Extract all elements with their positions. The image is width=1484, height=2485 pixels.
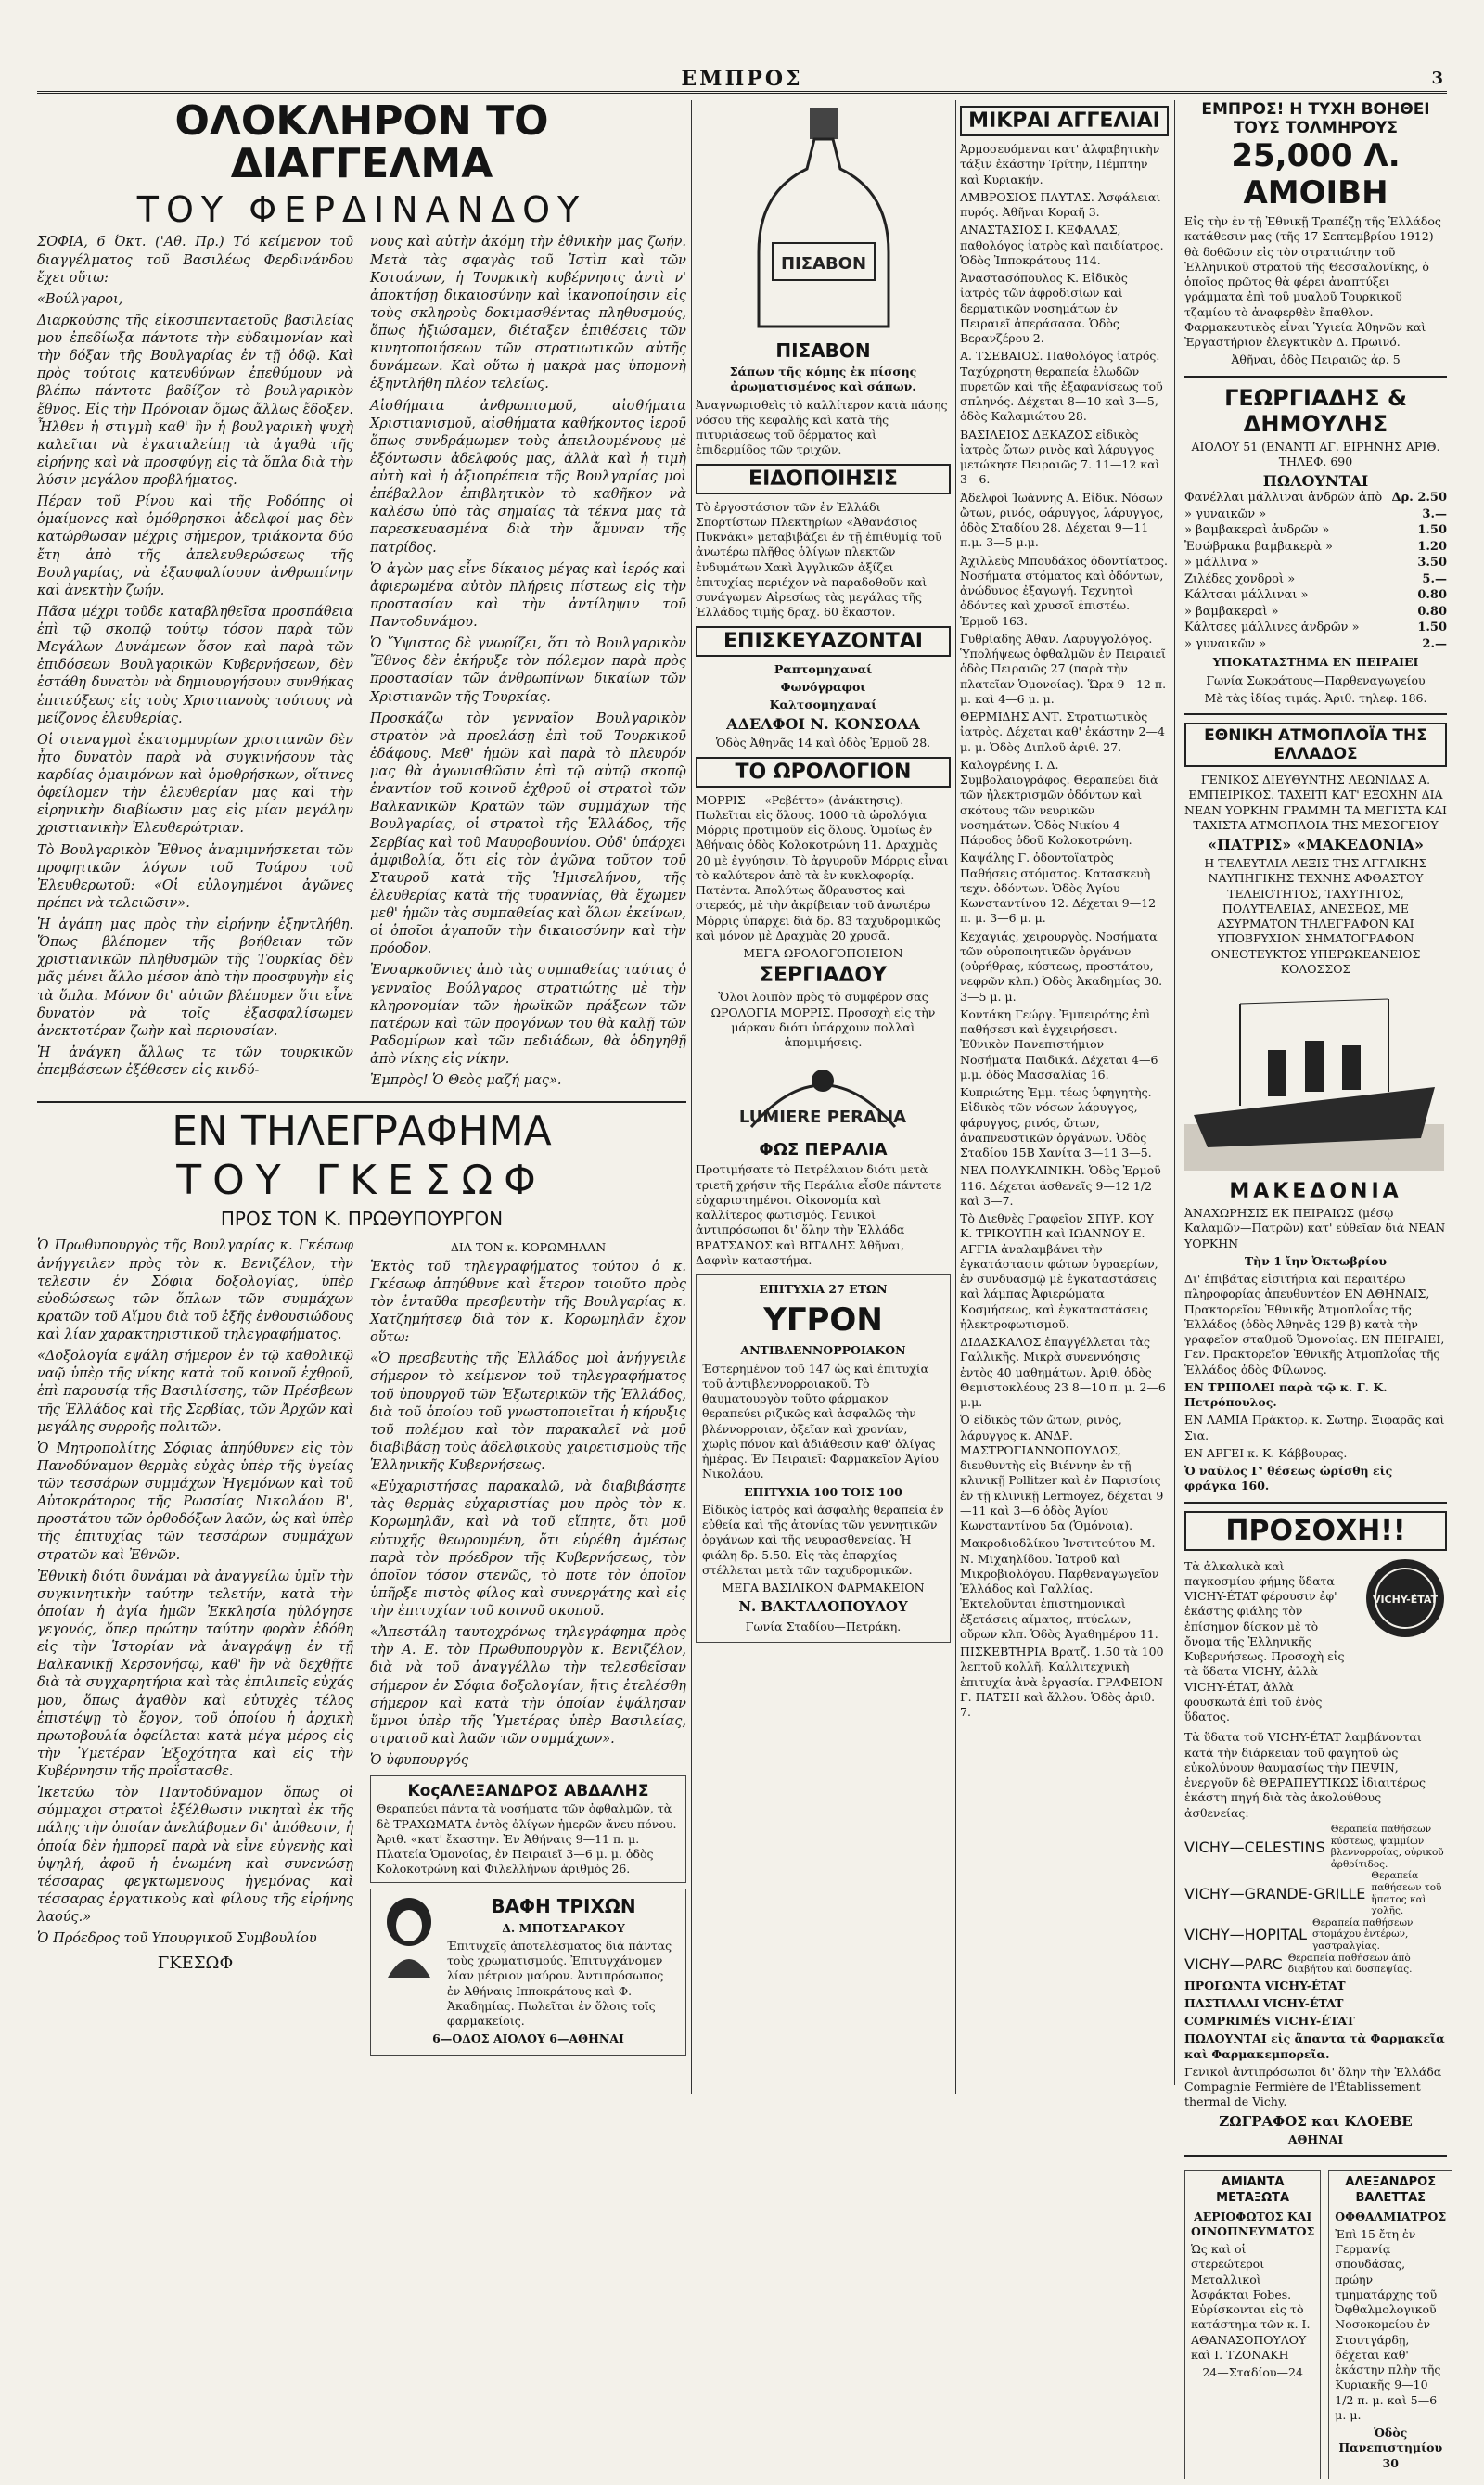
spring-list: [1184, 1824, 1447, 1976]
paragraph: «Ἀπεστάλη ταυτοχρόνως τηλεγράφημα πρὸς τὴν Α. Ε. τὸν Πρωθυπουργὸν κ. Βενιζέλον, διὰ νὰ τοῦ ἀναγγέλλω τὴν τελεσθεῖσαν σήμερον ἐν Σόφια δοξολογίαν, ἥτις ἐτελέσθη σήμερον καὶ κατὰ τὴν ὁποίαν ἐψάλησαν ὕμνοι ὑπὲρ τῆς Ὑμετέρας ὑπὲρ Βασιλείας, στρατοῦ καὶ λαῶν τῶν συμμάχων».: [370, 1625, 686, 1747]
spring-note: Θεραπεία παθήσεων στομάχου ἐντέρων, γαστραλγίας.: [1312, 1916, 1414, 1952]
section-title: ΕΠΙΣΚΕΥΑΖΟΝΤΑΙ: [696, 626, 951, 657]
ad-subtitle: Δ. ΜΠΟΤΣΑΡΑΚΟΥ: [502, 1920, 625, 1935]
price-item: Ἐσώβρακα βαμβακερὰ »: [1184, 539, 1333, 554]
paragraph: Ἡ ἀγάπη μας πρὸς τὴν εἰρήνην ἐξηντλήθη. Ὅπως βλέπομεν τῆς βοήθειαν τῶν χριστιανικῶν πληθυσμῶν τῆς Τουρκίας δὲν μᾶς μένει ἄλλο μέσον ἀπὸ τὴν προσφυγὴν εἰς τὰ ὅπλα. Μόνον δι' αὐτῶν βλέπομεν ὅτι εἶνε δυνατὸν νὰ τοῖς ἐξασφαλίσωμεν ἀνεκτοτέραν ζωὴν καὶ περιουσίαν.: [37, 917, 353, 1039]
ad-text: Ἐπιτυχεῖς ἀποτελέσματος διὰ πάντας τοὺς χρωματισμούς. Ἐπιτυγχάνομεν λίαν μέτριον μαύρον. Ἀντιπρόσωπος ἐν Ἀθήναις Ιπποκράτους καὶ Φ. Ἀκαδημίας. Πωλεῖται ἐν ὅλοις τοῖς φαρμακείοις.: [447, 1938, 672, 2029]
price-row: [1184, 636, 1447, 653]
ad-subtitle: ΑΝΤΙΒΛΕΝΝΟΡΡΟΙΑΚΟΝ: [740, 1343, 906, 1358]
paragraph: Οἱ στεναγμοὶ ἑκατομμυρίων χριστιανῶν δὲν ἦτο δυνατὸν παρὰ νὰ συγκινήσουν τὰς καρδίας ὁμαιμόνων καὶ ὁμοθρήσκων, οἵτινες ὀφείλομεν τὴν ἐλευθερίαν μας καὶ τὴν εἰρηνικὴν διαβίωσιν μας εἰς μίαν μεγάλην χριστιανικὴν Ἐλευθερώτριαν.: [37, 732, 353, 837]
article-column: [370, 1259, 686, 1771]
ad-ygron: [696, 1274, 951, 1643]
ad-hair-dye: [370, 1889, 686, 2056]
company-address: Γωνία Σταδίου—Πετράκη.: [745, 1619, 902, 1633]
repair-item: Καλτσομηχαναί: [769, 698, 877, 711]
ad-text: ἈΝΑΧΩΡΗΣΙΣ ΕΚ ΠΕΙΡΑΙΩΣ (μέσῳ Καλαμῶν—Πατρῶν) κατ' εὐθεῖαν διὰ ΝΕΑΝ ΥΟΡΚΗΝ: [1184, 1206, 1446, 1250]
paragraph: Τὸ Βουλγαρικὸν Ἔθνος ἀναμιμνήσκεται τῶν προφητικῶν λόγων τοῦ Τσάρου τοῦ Ἐλευθερωτοῦ: «Οἱ εὐλογημένοι ἀγῶνες πρέπει νὰ τελειῶσιν».: [37, 842, 353, 911]
ad-text: ΜΟΡΡΙΣ — «Ρεβέττο» (ἀνάκτησις). Πωλεῖται εἰς ὅλους. 1000 τὰ ὡρολόγια Μόρρις προτιμοῦν εἰς ὅλους. Ὁμοίως ἐν Ἀθήναις ὁδὸς Κολοκοτρώνη 11. Δραχμὰς 20 μὲ ἐγγύησιν. Τὸ ἀργυροῦν Μόρρις εἶναι τὸ καλύτερον ἀπὸ τὰ ἐν κυκλοφορίᾳ. Πατέντα. Ἀπολύτως ἄθραυστος καὶ στερεός, μὲ τὴν ἀκρίβειαν τοῦ ἀνωτέρω Μόρρις ὑπάρχει διὰ δρ. 83 ταχυδρομικῶς καὶ μόνον μὲ Δραχμὰς 20 χρυσᾶ.: [696, 792, 949, 942]
paragraph: ΑΜΒΡΟΣΙΟΣ ΠΑΥΤΑΣ. Ἀσφάλειαι πυρός. Ἀθῆναι Κοραῆ 3.: [960, 189, 1161, 219]
agent-text: ΕΝ ΤΡΙΠΟΛΕΙ παρὰ τῷ κ. Γ. Κ. Πετρόπουλος.: [1184, 1379, 1388, 1410]
departure-date: Τὴν 1 ἴην Ὀκτωβρίου: [1244, 1253, 1388, 1268]
fare-text: Ὁ ναῦλος Γ' θέσεως ὡρίσθη εἰς φράγκα 160.: [1184, 1464, 1393, 1493]
paragraph: Ὁ ὑφυπουργός: [370, 1753, 468, 1769]
ad-title: ΠΙΣΑΒΟΝ: [775, 339, 871, 362]
price-item: » βαμβακεραὶ ἀνδρῶν »: [1184, 523, 1330, 538]
paragraph: ΘΕΡΜΙΔΗΣ ΑΝΤ. Στρατιωτικὸς ἰατρὸς. Δέχεται καθ' ἑκάστην 2—4 μ. μ. Ὁδὸς Διπλοῦ ἀριθ. 27.: [960, 710, 1165, 754]
ad-text: Προτιμήσατε τὸ Πετρέλαιον διότι μετὰ τριετῆ χρήσιν τῆς Περάλια εἶσθε πάντοτε εὐχαριστημένοι. Οἰκονομία καὶ καλλίτερος φωτισμός. Γενικοὶ ἀντιπρόσωποι δι' ὅλην τὴν Ἑλλάδα ΒΡΑΤΣΑΝΟΣ καὶ ΒΙΤΑΛΗΣ Ἀθῆναι, Δαφνὶν καταστήμα.: [696, 1162, 942, 1267]
spring-row: [1184, 1870, 1447, 1916]
sale-heading: ΠΩΛΟΥΝΤΑΙ: [1262, 472, 1369, 490]
ad-text: Τὰ ὕδατα τοῦ VICHY-ÉTAT λαμβάνονται κατὰ τὴν διάρκειαν τοῦ φαγητοῦ ὡς εὐκολύνουν θαυμασίως τὴν ΠΕΨΙΝ, ἐνεργοῦν δὲ ΘΕΡΑΠΕΥΤΙΚΩΣ ἰδιαιτέρως ἑκάστη πηγή διὰ τὰς ἀκολούθους ἀσθενείας:: [1184, 1730, 1426, 1820]
woman-portrait-icon: [377, 1894, 441, 1978]
price-value: 2.—: [1422, 636, 1447, 651]
paragraph: Ἀναστασόπουλος Κ. Εἰδικὸς ἰατρὸς τῶν ἀφροδισίων καὶ δερματικῶν νοσημάτων ἐν Πειραιεῖ ἀπεράσασα. Ὁδὸς Βερανζέρου 2.: [960, 271, 1128, 345]
company-name: ΑΔΕΛΦΟΙ Ν. ΚΟΝΣΟΛΑ: [726, 715, 920, 734]
vichy-seal-icon: [1363, 1556, 1447, 1640]
paragraph: «Βούλγαροι,: [37, 291, 123, 307]
store-address: ΑΙΟΛΟΥ 51 (ΕΝΑΝΤΙ ΑΓ. ΕΙΡΗΝΗΣ ΑΡΙΘ. ΤΗΛΕΦ. 690: [1191, 439, 1440, 468]
ad-subtitle: ΜΕΓΑ ΒΑΣΙΛΙΚΟΝ ΦΑΡΜΑΚΕΙΟΝ: [722, 1581, 925, 1595]
ad-text: Ἀναγνωρισθεὶς τὸ καλλίτερον κατὰ πάσης νόσου τῆς κεφαλῆς καὶ κατὰ τῆς πιτυριάσεως τοῦ δέρματος καὶ ἐπιδερμίδος τῶν τριχῶν.: [696, 397, 948, 457]
ad-title: ΑΛΕΞΑΝΔΡΟΣ ΒΑΛΕΤΤΑΣ: [1345, 2174, 1437, 2205]
vichy-seal-text: VICHY-ÉTAT: [1372, 1593, 1439, 1606]
company-address: Ὁδὸς Ἀθηνᾶς 14 καὶ ὁδὸς Ἑρμοῦ 28.: [715, 736, 931, 750]
ad-subtitle: ΑΕΡΙΟΦΩΤΟΣ ΚΑΙ ΟΙΝΟΠΝΕΥΜΑΤΟΣ: [1191, 2209, 1315, 2238]
article-subheadline: ΠΡΟΣ ΤΟΝ Κ. ΠΡΩΘΥΠΟΥΡΓΟΝ: [220, 1208, 504, 1231]
spring-name: VICHY—GRANDE-GRILLE: [1184, 1885, 1366, 1903]
price-value: 1.50: [1417, 523, 1447, 538]
ad-abdalis: [370, 1775, 686, 1882]
repair-list: [696, 662, 951, 713]
spring-row: [1184, 1917, 1447, 1953]
section-title: ΕΙΔΟΠΟΙΗΣΙΣ: [696, 464, 951, 494]
signature: ΓΚΕΣΩΦ: [157, 1953, 234, 1974]
paragraph: ΑΝΑΣΤΑΣΙΟΣ Ι. ΚΕΦΑΛΑΣ, παθολόγος ἰατρὸς καὶ παιδίατρος. Ὁδὸς Ἰπποκράτους 114.: [960, 223, 1164, 267]
price-item: » γυναικῶν »: [1184, 506, 1267, 521]
paragraph: Ἐκτὸς τοῦ τηλεγραφήματος τούτου ὁ κ. Γκέσωφ ἀπηύθυνε καὶ ἕτερον τοιοῦτο πρὸς τὸν ἐνταῦθα πρεσβευτὴν τῆς Βουλγαρίας κ. Χατζημήτσεφ διὰ τὸν κ. Κορωμηλᾶν ἔχον οὕτω:: [370, 1259, 686, 1346]
paragraph: ΠΙΣΚΕΒΤΗΡΙΑ Βρατζ. 1.50 τὰ 100 λεπτοῦ κολλῆ. Καλλιτεχνικὴ ἐπιτυχία ἀνὰ ἐργασία. ΓΡΑΦΕΙΟΝ Γ. ΠΑΤΣΗ καὶ ἄλλου. Ὁδὸς ἀριθ. 7.: [960, 1645, 1164, 1719]
price-item: » γυναικῶν »: [1184, 636, 1267, 651]
paragraph: Ὁ ἀγὼν μας εἶνε δίκαιος μέγας καὶ ἱερός καὶ ἀφιερωμένα αὐτὸν πλήρεις πίστεως εἰς τὴν προστασίαν καὶ τὴν ἀντίληψιν τοῦ Παντοδυνάμου.: [370, 561, 686, 630]
price-row: [1184, 587, 1447, 604]
notice-text: Τὸ ἐργοστάσιον τῶν ἐν Ἑλλάδι Σπορτίστων Πλεκτηρίων «Ἀθανάσιος Πυκνάκι» μεταβιβάζει ἐν τῇ ἐπιθυμίᾳ τοῦ ἀνωτέρω πλῆθος ὁλίγων πλεκτῶν ἐνδυμάτων Χακὶ Ἀγγλικῶν ἀξίζει ἐπιτυχίας περιέχον νὰ παραδοθοῦν καὶ συνάγωμεν Αἰρεσίως τὰς μεγάλας τῆς Ἑλλάδος τιμῆς δραχ. 60 ἕκαστον.: [696, 499, 942, 620]
company-name: ΣΕΡΓΙΑΔΟΥ: [759, 964, 888, 988]
ad-subtitle: ΕΠΙΤΥΧΙΑ 27 ΕΤΩΝ: [759, 1282, 888, 1296]
ad-address: 6—ΟΔΟΣ ΑΙΟΛΟΥ 6—ΑΘΗΝΑΙ: [432, 2031, 624, 2046]
ad-subtitle: ΕΠΙΤΥΧΙΑ 100 ΤΟΙΣ 100: [744, 1484, 902, 1499]
ad-address: Ἀθῆναι, ὁδὸς Πειραιῶς ἀρ. 5: [1231, 352, 1401, 367]
article-subheadline: ΤΟΥ ΦΕΡΔΙΝΑΝΔΟΥ: [136, 189, 587, 231]
paragraph: Κοντάκη Γεώργ. Ἐμπειρότης ἐπὶ παθήσεσι καὶ ἐγχειρήσεσι. Ἐθνικὸν Πανεπιστήμιον Νοσήματα Παιδικά. Δέχεται 4—6 μ.μ. ὁδὸς Μασσαλίας 16.: [960, 1006, 1158, 1082]
paragraph: ΔΙΔΑΣΚΑΛΟΣ ἐπαγγέλλεται τὰς Γαλλικῆς. Μικρὰ συνεννόησις ἐντὸς 40 μαθημάτων. Ἀριθ. ὁδὸς Θεμιστοκλέους 23 8—10 π. μ. 2—6 μ.μ.: [960, 1335, 1166, 1409]
section-title: ΠΡΟΣΟΧΗ!!: [1184, 1511, 1447, 1551]
spring-name: VICHY—HOPITAL: [1184, 1926, 1308, 1944]
paragraph: Ὁ Πρόεδρος τοῦ Υπουργικοῦ Συμβουλίου: [37, 1931, 317, 1947]
paragraph: Ἀδελφοὶ Ἰωάννης Α. Εἰδικ. Νόσων ὤτων, ρινός, φάρυγγος, λάρυγγος, ὁδὸς Σταδίου 28. Δέχεται 9—11 π.μ. 3—5 μ.μ.: [960, 490, 1164, 550]
paragraph: Ὁ Πρωθυπουργὸς τῆς Βουλγαρίας κ. Γκέσωφ ἀνήγγειλεν πρὸς τὸν κ. Βενιζέλον, τὴν τελεσιν ἐν Σόφια δοξολογίας, ὑπὲρ εὐοδώσεως τῶν ὅπλων τῶν συμμάχων κρατῶν τοῦ Αἵμου διὰ τοῦ ἑξῆς ἐνθουσιώδους καὶ λίαν χαρακτηριστικοῦ τηλεγραφήματος.: [37, 1238, 353, 1343]
ship-title: ΜΑΚΕΔΟΝΙΑ: [1229, 1180, 1402, 1204]
price-value: 1.50: [1417, 621, 1447, 635]
price-value: 0.80: [1417, 604, 1447, 619]
paragraph: Καψάλης Γ. ὀδοντοϊατρὸς Παθήσεις στόματος. Κατασκευὴ τεχν. ὀδόντων. Ὁδὸς Ἁγίου Κωνσταντίνου 12. Δέχεται 9—12 π. μ. 3—6 μ. μ.: [960, 851, 1157, 926]
paragraph: Καλογρένης Ι. Δ. Συμβολαιογράφος. Θεραπεύει διὰ τῶν ἠλεκτρισμῶν ὀδόντων καὶ σκότους τῶν νευρικῶν νοσημάτων. Ὁδὸς Νικίου 4 Πάροδος ὁδοῦ Κολοκοτρώνη.: [960, 757, 1158, 847]
paragraph: νους καὶ αὐτὴν ἀκόμη τὴν ἐθνικὴν μας ζωήν. Μετὰ τὰς σφαγὰς τοῦ Ἰστὶπ καὶ τῶν Κοτσάνων, ἡ Τουρκικὴ κυβέρνησις ἀντὶ ν' ἀποκτήσῃ δικαιοσύνην καὶ ἱκανοποίησιν εἰς τοὺς σκληροὺς δοκιμασθέντας πληθυσμούς, ὅπως ἡξιώσαμεν, διέταξεν ἐπιθέσεις τῶν κινητοποιήσεων τῶν στρατιωτικῶν αὐτῆς δυνάμεων. Καὶ οὕτω ἡ μακρὰ μας ὑπομονὴ ἐξηντλήθη πλέον τελείως.: [370, 235, 686, 392]
divider: [37, 1101, 686, 1103]
price-row: [1184, 604, 1447, 621]
agent-text: ΕΝ ΑΡΓΕΙ κ. Κ. Κάββουρας.: [1184, 1445, 1348, 1460]
article-headline: ΕΝ ΤΗΛΕΓΡΑΦΗΜΑ: [172, 1108, 552, 1156]
product-item: COMPRIMÉS VICHY-ÉTAT: [1184, 2014, 1355, 2029]
ad-text: Τὰ ἀλκαλικὰ καὶ παγκοσμίου φήμης ὕδατα VICHY-ÉTAT φέρουσιν ἐφ' ἑκάστης φιάλης τὸν ἐπίσημον δίσκον μὲ τὸ ὄνομα τῆς Ἑλληνικῆς Κυβερνήσεως. Προσοχὴ εἰς τὰ ὕδατα VICHY, ἀλλὰ VICHY-ÉTAT, ἀλλὰ φουσκωτὰ ἐπὶ τοῦ ἑνὸς ὕδατος.: [1184, 1558, 1345, 1724]
agent-text: ΕΝ ΛΑΜΙΑ Πράκτορ. κ. Σωτηρ. Ξιφαρᾶς καὶ Σια.: [1184, 1413, 1445, 1442]
spring-name: VICHY—PARC: [1184, 1954, 1283, 1973]
masthead: [37, 67, 1447, 94]
classified-list: [960, 142, 1169, 1720]
paragraph: Μακροδιοδλίκου Ἰνστιτούτου Μ. Ν. Μιχαηλίδου. Ἰατροῦ καὶ Μικροβιολόγου. Παρθεναγωγεῖον Ἑλλάδος καὶ Γαλλίας. Ἐκτελοῦνται ἐπιστημονικαὶ ἐξετάσεις αἵματος, πτύελων, οὔρων κλπ. Ὁδὸς Ἀγαθημέρου 11.: [960, 1536, 1159, 1641]
section-title: ΤΟ ΩΡΟΛΟΓΙΟΝ: [696, 757, 951, 788]
paragraph: ΒΑΣΙΛΕΙΟΣ ΔΕΚΑΖΟΣ εἰδικὸς ἰατρὸς ὤτων ρινὸς καὶ λάρυγγος μετώκησε Πειραιῶς 7. 11—12 καὶ 3—6.: [960, 427, 1160, 487]
paragraph: Πᾶσα μέχρι τοῦδε καταβληθεῖσα προσπάθεια ἐπὶ τῷ σκοπῷ τούτῳ τόσον παρὰ τῶν Μεγάλων Δυνάμεων ὅσον καὶ παρὰ τῶν ἐπιδόσεων Βουλγαρικῶν Κυβερνήσεων, δὲν ἐστάθη δυνατὸν νὰ δημιουργήσουν συνθήκας ἐπιτεύξεως εἰς τοὺς Χριστιανοὺς τούτους νὰ μείζονος ἐλευθερίας.: [37, 604, 353, 726]
column-left: [37, 97, 686, 2094]
newspaper-name: ΕΜΠΡΟΣ: [681, 67, 803, 91]
paragraph: Κεχαγιάς, χειρουργὸς. Νοσήματα τῶν οὐροποιητικῶν ὀργάνων (οὐρήθρας, κύστεως, προστάτου, νεφρῶν κλπ.) Ὁδὸς Ἀκαδημίας 30. 3—5 μ. μ.: [960, 929, 1163, 1004]
column-right: [960, 100, 1447, 2470]
paragraph: Διαρκούσης τῆς εἰκοσιπενταετοῦς βασιλείας μου ἐπεδίωξα πάντοτε τὴν εὐδαιμονίαν καὶ τὴν δόξαν τῆς Βουλγαρίας ἐν τῇ ὁδῷ. Καὶ πρὸς τούτοις κατευθύνων ἐπεθύμουν νὰ βλέπω πάντοτε βαδίζον τὸ βουλγαρικὸν ἔθνος. Εἰς τὴν Πρόνοιαν ὅμως ἄλλως ἔδοξεν. Ἦλθεν ἡ στιγμὴ καθ' ἣν ἡ βουλγαρικὴ ψυχὴ καλεῖται νὰ ἐγκαταλείπῃ τὰ ἀγαθὰ τῆς εἰρήνης καὶ νὰ προσφύγῃ εἰς τὰ ὅπλα διὰ τὴν λύσιν μεγάλου προβλήματος.: [37, 313, 353, 488]
paragraph: «Ὁ πρεσβευτὴς τῆς Ἑλλάδος μοὶ ἀνήγγειλε σήμερον τὸ κείμενον τοῦ τηλεγραφήματος τοῦ ὑπουργοῦ τῶν Ἐξωτερικῶν τῆς Ἑλλάδος, διὰ τοῦ ὁποίου τοῦ γνωστοποιεῖται ἡ κήρυξις τοῦ πολέμου καὶ τὸν παρακαλεῖ νὰ μοῦ διαβιβάσῃ τοὺς ἀδελφικοὺς χαιρετισμοὺς τῆς Ἑλληνικῆς Κυβερνήσεως.: [370, 1351, 686, 1474]
spring-name: VICHY—CELESTINS: [1184, 1838, 1325, 1856]
ad-text: Ἐπὶ 15 ἔτη ἐν Γερμανίᾳ σπουδάσας, πρώην τμηματάρχης τοῦ Ὀφθαλμολογικοῦ Νοσοκομείου ἐν Στουτγάρδῃ, δέχεται καθ' ἑκάστην πλὴν τῆς Κυριακῆς 9—10 1/2 π. μ. καὶ 5—6 μ. μ.: [1335, 2226, 1441, 2422]
ad-text: Θεραπεύει πάντα τὰ νοσήματα τῶν ὀφθαλμῶν, τὰ δὲ ΤΡΑΧΩΜΑΤΑ ἐντὸς ὀλίγων ἡμερῶν ἄνευ πόνου. Ἀριθ. «κατ' ἔκαστην. Ἐν Ἀθήναις 9—11 π. μ. Πλατεία Ὁμονοίας, ἐν Πειραιεῖ 3—6 μ. μ. ὁδὸς Κολοκοτρώνη καὶ Φιλελλήνων ἀριθμὸς 26.: [377, 1801, 677, 1877]
column-rule: [955, 100, 956, 2094]
paragraph: Ὁ Μητροπολίτης Σόφιας ἀπηύθυνεν εἰς τὸν Πανοδύναμον θερμὰς εὐχὰς ὑπὲρ τῆς ὑγείας τῶν τεσσάρων συμμάχων Ἡγεμόνων καὶ τοῦ Αὐτοκράτορος τῆς Ρωσσίας Νικολάου Β', προστάτου τῶν ὀρθοδόξων λαῶν, ὡς καὶ ὑπὲρ τῆς ἐπιτυχίας τῶν τεσσάρων συμμάχων στρατῶν καὶ Ἐθνῶν.: [37, 1441, 353, 1563]
paragraph: Ἱκετεύω τὸν Παντοδύναμον ὅπως οἱ σύμμαχοι στρατοὶ ἐξέλθωσιν νικηταὶ ἐκ τῆς πάλης τὴν ὁποίαν ἀνελάβομεν δι' ἀπόθεσιν, ἡ ὁποία δὲν ἠμπορεῖ παρὰ νὰ εἶνε εὐγενὴς καὶ ὑψηλή, ἀφοῦ ἡ ἑνωμένη καὶ συνενώσῃ τέσσαρας φεγκτωμενους ἠγεμόνας καὶ τέσσαρας ἐργατικοὺς καὶ φίλους τῆς εἰρήνης λαούς.»: [37, 1786, 353, 1926]
section-title: ΜΙΚΡΑΙ ΑΓΓΕΛΙΑΙ: [960, 106, 1169, 136]
article-column: [37, 234, 353, 1094]
paragraph: Τὸ Διεθνὲς Γραφεῖον ΣΠΥΡ. ΚΟΥ Κ. ΤΡΙΚΟΥΠΗ καὶ ΙΩΑΝΝΟΥ Ε. ΑΓΓΙΑ ἀναλαμβάνει τὴν ἐγκατάστασιν φώτων ὑγραερίων, ἐν συνδυασμῷ μὲ ἐγκαταστάσεις καὶ λάμπας Ἀφιερώματα Κοσμήσεως, καὶ ἐγκαταστάσεις ἡλεκτροφωτισμοῦ.: [960, 1211, 1158, 1331]
price-value: 0.80: [1417, 588, 1447, 603]
product-item: ΠΡΟΓΩΝΤΑ VICHY-ÉTAT: [1184, 1978, 1346, 1992]
price-item: » βαμβακεραὶ »: [1184, 604, 1279, 619]
branch-text: Γωνία Σωκράτους—Παρθεναγωγείου: [1206, 672, 1426, 687]
paragraph: «Εὐχαριστήσας παρακαλῶ, νὰ διαβιβάσητε τὰς θερμὰς εὐχαριστίας μου πρὸς τὸν κ. Κορωμηλᾶν, καὶ νὰ τοῦ εἴπητε, ὅτι μοῦ εὐτυχῆς θεωρουμένη, ὅτι εὑρέθη ἀμέσως παρὰ τὸν πρόεδρον τῆς Κυβερνήσεως, τὸν ὁποῖον τόσον στενῶς, τὸ ποτε τὸν ὁποῖον ὑπῆρξε πιστὸς φίλος καὶ συνεργάτης καὶ εἰς τὴν ἐπιτυχίαν τοῦ κοινοῦ σκοποῦ.: [370, 1479, 686, 1620]
paragraph: Ὁ Ὕψιστος δὲ γνωρίζει, ὅτι τὸ Βουλγαρικὸν Ἔθνος δὲν ἐκήρυξε τὸν πόλεμον παρὰ πρὸς προστασίαν τῶν ἀνθρωπίνων δικαίων τῶν Χριστιανῶν τῆς Τουρκίας.: [370, 636, 686, 705]
paragraph: Ἀχιλλεὺς Μπουδάκος ὀδοντίατρος. Νοσήματα στόματος καὶ ὀδόντων, ἀνώδυνος ἐξαγωγή. Τεχνητοὶ ὀδόντες καὶ χρυσοῖ ἐπιστέω. Ἑρμοῦ 163.: [960, 553, 1169, 628]
pisavon-bottle-icon: [740, 104, 907, 336]
ad-text: Εἰς τὴν ἐν τῇ Ἐθνικῇ Τραπέζῃ τῆς Ἑλλάδος κατάθεσιν μας (τῆς 17 Σεπτεμβρίου 1912) θὰ δοθῶσιν εἰς τὸν στρατιώτην τοῦ Ἑλληνικοῦ στρατοῦ τῆς Θεσσαλονίκης, ὁ ὁποῖος πρῶτος θὰ φέρει ἀναπτύξει γράμματα ἐπὶ τοῦ μυαλοῦ Τουρκικοῦ τζαμίου τὸ ἀναφερθὲν ἔπαθλον. Φαρμακευτικὸς εἶναι Ὑγιεία Ἀθηνῶν καὶ Ἐργαστήριον ἐλεγκτικὸν Δ. Πρωινό.: [1184, 214, 1441, 349]
price-item: Κάλτσες μάλλινες ἀνδρῶν »: [1184, 621, 1360, 635]
classifieds: [960, 100, 1175, 2085]
paragraph: Ἐμπρὸς! Ὁ Θεὸς μαζή μας».: [370, 1073, 562, 1089]
ad-text: Δι' ἐπιβάτας εἰσιτήρια καὶ περαιτέρω πληροφορίας ἀπευθυντέον ΕΝ ΑΘΗΝΑΙΣ, Πρακτορεῖον Ἐθνικῆς Ἀτμοπλοΐας τῆς Ἑλλάδος (ὁδὸς Ἀθηνᾶς 129 β) κατὰ τὴν γραφεῖον σταθμοῦ Ὁμονοίας. ΕΝ ΠΕΙΡΑΙΕΙ, Γεν. Πρακτορεῖον Ἐθνικῆς Ἀτμοπλοΐας τῆς Ἑλλάδος ὁδὸς Φίλωνος.: [1184, 1272, 1445, 1377]
lamp-logo-text: LUMIERE PERALIA: [738, 1108, 907, 1128]
spring-note: Θεραπεία παθήσεων τοῦ ἥπατος καὶ χολῆς.: [1371, 1870, 1442, 1917]
ad-headline: ΕΜΠΡΟΣ! Η ΤΥΧΗ ΒΟΗΘΕΙ ΤΟΥΣ ΤΟΛΜΗΡΟΥΣ: [1201, 100, 1430, 137]
company-city: ΑΘΗΝΑΙ: [1287, 2132, 1344, 2146]
lamp-logo-icon: [696, 1053, 951, 1136]
company-name: ΖΩΓΡΑΦΟΣ και ΚΛΟΕΒΕ: [1219, 2112, 1413, 2130]
paragraph: Ἐνσαρκοῦντες ἀπὸ τὰς συμπαθείας ταύτας ὁ γενναῖος Βούλγαρος στρατιώτης μὲ τὴν κληρονομίαν τῶν ἡρωϊκῶν πράξεων τῶν πατέρων καὶ τῶν προγόνων του θὰ καλῇ τῶν Ραδομίρων καὶ τῶν πεδιάδων, θὰ ὁδηγηθῇ ἀπὸ νίκης εἰς νίκην.: [370, 963, 686, 1067]
ad-text: Γενικοὶ ἀντιπρόσωποι δι' ὅλην τὴν Ἑλλάδα Compagnie Fermière de l'Établissement thermal de Vichy.: [1184, 2064, 1442, 2109]
column-middle: [696, 100, 951, 2094]
paragraph: Γυθρίαδης Ἀθαν. Λαρυγγολόγος. Ὑπολήψεως ὀφθαλμῶν ἐν Πειραιεῖ ὁδὸς Πειραιῶς 27 (παρὰ τὴν πλατεῖαν Ὁμονοίας). Ὥρα 9—12 π. μ. καὶ 4—6 μ. μ.: [960, 631, 1167, 706]
store-name: ΓΕΩΡΓΙΑΔΗΣ & ΔΗΜΟΥΛΗΣ: [1224, 384, 1407, 437]
repair-item: Φωνόγραφοι: [780, 679, 866, 694]
price-item: Κάλτσαι μάλλιναι »: [1184, 588, 1309, 603]
paragraph: ΝΕΑ ΠΟΛΥΚΛΙΝΙΚΗ. Ὁδὸς Ἑρμοῦ 116. Δέχεται ἀσθενεῖς 9—12 1/2 καὶ 3—7.: [960, 1163, 1161, 1208]
ad-valettas: [1328, 2170, 1452, 2479]
ad-subtitle: ΜΕΓΑ ΩΡΟΛΟΓΟΠΟΙΕΙΟΝ: [743, 946, 903, 960]
article-column: [370, 234, 686, 1094]
paragraph: Ὁ εἰδικὸς τῶν ὤτων, ρινός, λάρυγγος κ. ΑΝΔΡ. ΜΑΣΤΡΟΓΙΑΝΝΟΠΟΥΛΟΣ, διευθυντὴς εἰς Βιέννην ἐν τῇ κλινικῇ Pollitzer καὶ ἐν Παρισίοις ἐν τῇ κλινικῇ Lermoyez, δέχεται 9—11 καὶ 3—6 ὁδὸς Ἁγίου Κωνσταντίνου 5α (Ὁμόνοια).: [960, 1413, 1164, 1532]
price-value: 5.—: [1422, 571, 1447, 586]
ad-text: Ὡς καὶ οἱ στερεώτεροι Μεταλλικοὶ Ἀσφάκται Fobes. Εὑρίσκονται εἰς τὸ κατάστημα τῶν κ. Ι. ΑΘΑΝΑΣΟΠΟΥΛΟΥ καὶ Ι. ΤΖΟΝΑΚΗ: [1191, 2242, 1311, 2362]
ad-text: Ὅλοι λοιπὸν πρὸς τὸ συμφέρον σας ΩΡΟΛΟΓΙΑ ΜΟΡΡΙΣ. Προσοχὴ εἰς τὴν μάρκαν διότι ὑπάρχουν πολλαὶ ἀπομιμήσεις.: [710, 990, 936, 1049]
price-item: » μάλλινα »: [1184, 556, 1259, 570]
price-row: [1184, 522, 1447, 539]
spring-row: [1184, 1953, 1447, 1976]
spring-note: Θεραπεία παθήσεων κύστεως, ψαμμίων βλεννορροίας, οὐρικοῦ ἀρθρίτιδος.: [1330, 1823, 1444, 1870]
ad-subtitle: Σάπων τῆς κόμης ἐκ πίσσης ἀρωματισμένος καὶ σάπων.: [729, 365, 917, 394]
steamship-icon: [1184, 985, 1444, 1171]
spring-note: Θεραπεία παθήσεων ἀπὸ διαβήτου καὶ δυσπεψίας.: [1287, 1952, 1413, 1976]
ad-amianta: [1184, 2170, 1321, 2479]
ad-title: ΥΓΡΟΝ: [763, 1301, 883, 1339]
ad-title: ΚοςΑΛΕΞΑΝΔΡΟΣ ΑΒΔΑΛΗΣ: [407, 1782, 649, 1801]
price-value: Δρ. 2.50: [1391, 491, 1447, 505]
ad-title: ΑΜΙΑΝΤΑ ΜΕΤΑΞΩΤΑ: [1216, 2174, 1290, 2205]
article-column: [37, 1237, 353, 1948]
paragraph: Ἀρμοσευόμεναι κατ' ἀλφαβητικὴν τάξιν ἑκάστην Τρίτην, Πέμπτην καὶ Κυριακήν.: [960, 142, 1160, 186]
product-item: ΠΑΣΤΙΛΛΑΙ VICHY-ÉTAT: [1184, 1995, 1344, 2010]
ad-subtitle: ΟΦΘΑΛΜΙΑΤΡΟΣ: [1335, 2209, 1447, 2223]
company-name: Ν. ΒΑΚΤΑΛΟΠΟΥΛΟΥ: [738, 1598, 908, 1616]
product-list: [1184, 1979, 1447, 2030]
paragraph: Α. ΤΣΕΒΑΙΟΣ. Παθολόγος ἰατρός. Ταχύχρηστη θεραπεία ἐλωδῶν πυρετῶν καὶ τῆς ἐξαφανίσεως τοῦ σπληνός. Δέχεται 8—10 καὶ 3—5, ὁδὸς Καλαμιώτου 28.: [960, 349, 1163, 424]
paragraph: Ἡ ἀνάγκη ἄλλως τε τῶν τουρκικῶν ἐπεμβάσεων ἐξέθεσεν εἰς κινδύ-: [37, 1044, 353, 1078]
article-subheadline: ΤΟΥ ΓΚΕΣΩΦ: [176, 1157, 547, 1205]
branch-text: Μὲ τὰς ἰδίας τιμάς. Ἀριθ. τηλεφ. 186.: [1204, 690, 1427, 705]
price-row: [1184, 555, 1447, 571]
ship-names: «ΠΑΤΡΙΣ» «ΜΑΚΕΔΟΝΙΑ»: [1208, 836, 1424, 854]
article-body: [37, 1237, 686, 2060]
price-value: 3.—: [1422, 506, 1447, 521]
paragraph: Προσκάζω τὸν γενναῖον Βουλγαρικὸν στρατὸν νὰ προελάσῃ ἐπὶ τοῦ Τουρκικοῦ ἐδάφους. Μεθ' ἡμῶν καὶ παρὰ τὸ πλευρόν μας θὰ ἀγωνισθῶσιν ἐπὶ τῷ αὐτῷ σκοπῷ ἐναντίον τοῦ κοινοῦ ἐχθροῦ οἱ στρατοὶ τῶν Βαλκανικῶν Κρατῶν τῶν συμμάχων τῆς Βουλγαρίας, οἱ στρατοὶ τῆς Ἑλλάδος, τῆς Σερβίας καὶ τοῦ Μαυροβουνίου. Οὐδ' ὑπάρχει ἀμφιβολία, ὅτι εἰς τὸν ἀγῶνα τοῦτον τοῦ Σταυροῦ κατὰ τῆς Ἡμισελήνου, τῆς ἐλευθερίας κατὰ τῆς τυραννίας, θὰ ἔχωμεν μεθ' ἡμῶν τὰς συμπαθείας καὶ ὅλων ἐκείνων, οἱ ὁποῖοι ἀγαποῦν τὴν δικαιοσύνην καὶ τὴν πρόοδον.: [370, 711, 686, 957]
section-title: ΕΘΝΙΚΗ ΑΤΜΟΠΛΟΪΑ ΤΗΣ ΕΛΛΑΔΟΣ: [1184, 723, 1447, 767]
spring-row: [1184, 1824, 1447, 1870]
price-row: [1184, 490, 1447, 506]
price-row: [1184, 620, 1447, 636]
ad-text: ΓΕΝΙΚΟΣ ΔΙΕΥΘΥΝΤΗΣ ΛΕΩΝΙΔΑΣ Α. ΕΜΠΕΙΡΙΚΟΣ. ΤΑΧΕΙΤΙ ΚΑΤ' ΕΞΟΧΗΝ ΔΙΑ ΝΕΑΝ ΥΟΡΚΗΝ ΓΡΑΜΜΗ ΤΑ ΜΕΓΙΣΤΑ ΚΑΙ ΤΑΧΙΣΤΑ ΑΤΜΟΠΛΟΙΑ ΤΗΣ ΜΕΣΟΓΕΙΟΥ: [1184, 773, 1447, 832]
ad-address: Ὁδὸς Πανεπιστημίου 30: [1338, 2426, 1443, 2470]
column-rule: [691, 100, 692, 2094]
ad-text: Εἰδικὸς ἰατρὸς καὶ ἀσφαλὴς θεραπεία ἐν εὐθείᾳ καὶ τῆς ἀτονίας τῶν γεννητικῶν ὀργάνων καὶ τῆς νευρασθενείας. Ἡ φιάλη δρ. 5.50. Εἰς τὰς ἐπαρχίας στέλλεται μετὰ τῶν ταχυδρομικῶν.: [702, 1502, 944, 1577]
page-number: 3: [1431, 69, 1443, 88]
repair-item: Ραπτομηχαναί: [774, 661, 873, 676]
ad-address: 24—Σταδίου—24: [1202, 2365, 1303, 2380]
ad-text: Η ΤΕΛΕΥΤΑΙΑ ΛΕΞΙΣ ΤΗΣ ΑΓΓΛΙΚΗΣ ΝΑΥΠΗΓΙΚΗΣ ΤΕΧΝΗΣ ΑΦΘΑΣΤΟΥ ΤΕΛΕΙΟΤΗΤΟΣ, ΤΑΧΥΤΗΤΟΣ, ΠΟΛΥΤΕΛΕΙΑΣ, ΑΝΕΣΕΩΣ, ΜΕ ΑΣΥΡΜΑΤΟΝ ΤΗΛΕΓΡΑΦΟΝ ΚΑΙ ΥΠΟΒΡΥΧΙΟΝ ΣΗΜΑΤΟΓΡΑΦΟΝ ΟΝΕΟΤΕΥΚΤΟΣ ΥΠΕΡΩΚΕΑΝΕΙΟΣ ΚΟΛΟΣΣΟΣ: [1204, 856, 1427, 976]
ad-title: ΒΑΦΗ ΤΡΙΧΩΝ: [491, 1894, 636, 1917]
price-row: [1184, 539, 1447, 556]
reward-amount: 25,000 Λ. ΑΜΟΙΒΗ: [1231, 137, 1401, 211]
paragraph: Κυπριώτης Ἐμμ. τέως ὑφηγητὴς. Εἰδικὸς τῶν νόσων λάρυγγος, φάρυγγος, ρινός, ὤτων, ἀναπνευστικῶν ὀργάνων. Ὁδὸς Σταδίου 15Β Χανίτα 3—11 3—5.: [960, 1085, 1152, 1159]
price-list: [1184, 490, 1447, 652]
article-body: [37, 234, 686, 1094]
paragraph: Ἐθνικὴ διότι δυνάμαι νὰ ἀναγγείλω ὑμῖν τὴν συγκινητικὴν ταύτην τελετήν, κατὰ τὴν ὁποίαν ἡ ἁγία ἡμῶν Ἐκκλησία ηὐλόγησε γεγονός, ὅπερ πρώτην ταύτην φορὰν ἐδόθη εἰς τὴν Ἱστορίαν νὰ ἀναγράψῃ ἐν τῇ Βαλκανικῇ Χερσονήσῳ, καθ' ἣν νὰ δεχθῇτε διὰ τὰ συγχαρητήρια καὶ τὰς ἐπιλιπεῖς εὐχάς μου, ὅπως ἀγαθὸν καὶ εὐτυχὲς τέλος ἐπιστέψῃ τὸ ἔργον, τοῦ ὁποίου ἡ ἀρχικὴ πρωτοβουλία ὀφείλεται κατὰ μέγα μέρος εἰς τὴν Ὑμετέραν Ἐξοχότητα καὶ εἰς τὴν Κυβέρνησιν τῆς προΐστασθε.: [37, 1569, 353, 1780]
price-value: 1.20: [1417, 539, 1447, 554]
paragraph: ΣΟΦΙΑ, 6 Όκτ. ('Αθ. Πρ.) Τό κείμενον τοῦ διαγγέλματος τοῦ Βασιλέως Φερδινάνδου ἔχει οὕτω:: [37, 235, 353, 286]
article-headline: ΟΛΟΚΛΗΡΟΝ ΤΟ ΔΙΑΓΓΕΛΜΑ: [174, 97, 549, 188]
section-heading: ΔΙΑ ΤΟΝ κ. ΚΟΡΩΜΗΛΑΝ: [450, 1240, 607, 1255]
price-value: 3.50: [1417, 556, 1447, 570]
paragraph: Πέραν τοῦ Ρίνου καὶ τῆς Ροδόπης οἱ ὁμαίμονες καὶ ὁμόθρησκοι ἀδελφοί μας δὲν κατώρθωσαν μέχρις σήμερον, τριάκοντα δύο ἔτη ἀπὸ τῆς ἀπελευθερώσεως τῆς Βουλγαρίας, νὰ ἐξασφαλίσουν ἀνθρωπίνην καὶ ἀνεκτὴν ζωήν.: [37, 494, 353, 598]
price-item: Ζιλέδες χονδροὶ »: [1184, 571, 1296, 586]
bottle-label: ΠΙΣΑΒΟΝ: [780, 254, 866, 274]
branch-text: ΥΠΟΚΑΤΑΣΤΗΜΑ ΕΝ ΠΕΙΡΑΙΕΙ: [1212, 655, 1419, 670]
ad-text: Ἐστερημένον τοῦ 147 ὡς καὶ ἐπιτυχία τοῦ ἀντιβλεννορροιακοῦ. Τὸ θαυματουργὸν τοῦτο φάρμακον θεραπεύει ριζικῶς καὶ ἀσφαλῶς τὴν βλέννορροιαν, ὀξεῖαν καὶ χρονίαν, χωρὶς πόνον καὶ ἀδιάθεσιν καθ' ὁλίγας ἡμέρας. Ἐν Πειραιεῖ: Φαρμακεῖον Ἁγίου Νικολάου.: [702, 1361, 940, 1481]
price-item: Φανέλλαι μάλλιναι ἀνδρῶν ἀπὸ: [1184, 491, 1383, 505]
paragraph: «Δοξολογία εψάλη σήμερον ἐν τῷ καθολικῷ ναῷ ὑπὲρ τῆς νίκης κατὰ τοῦ κοινοῦ ἐχθροῦ, ἐπὶ παρουσίᾳ τῆς Βασιλίσσης, τῶν Πρέσβεων τῆς Ἑλλάδος καὶ τῆς Σερβίας, τῶν Ἀρχῶν καὶ μεγάλης συρροῆς πολιτῶν.: [37, 1349, 353, 1435]
ad-title: ΦΩΣ ΠΕΡΑΛΙΑ: [759, 1140, 888, 1160]
price-row: [1184, 506, 1447, 523]
price-row: [1184, 571, 1447, 588]
ad-text: ΠΩΛΟΥΝΤΑΙ εἰς ἅπαντα τὰ Φαρμακεῖα καὶ Φαρμακεμπορεῖα.: [1184, 2031, 1445, 2061]
paragraph: Αἰσθήματα ἀνθρωπισμοῦ, αἰσθήματα Χριστιανισμοῦ, αἰσθήματα καθήκοντος ἱεροῦ ὅπως συνδράμωμεν τοὺς ἀπειλουμένους μὲ ἐξόντωσιν ἀδελφούς μας, ἀλλὰ καὶ ἡ τιμὴ αὐτὴ καὶ ἡ ἀξιοπρέπεια τῆς Βουλγαρίας μοὶ ἐπέβαλλον ἐπιβλητικὸν τὸ καθῆκον νὰ καλέσω ὑπὸ τὰς σημαίας τὰ τέκνα μας τὰ παρεσκευασμένα διὰ τὴν ἄμυναν τῆς πατρίδος.: [370, 398, 686, 556]
